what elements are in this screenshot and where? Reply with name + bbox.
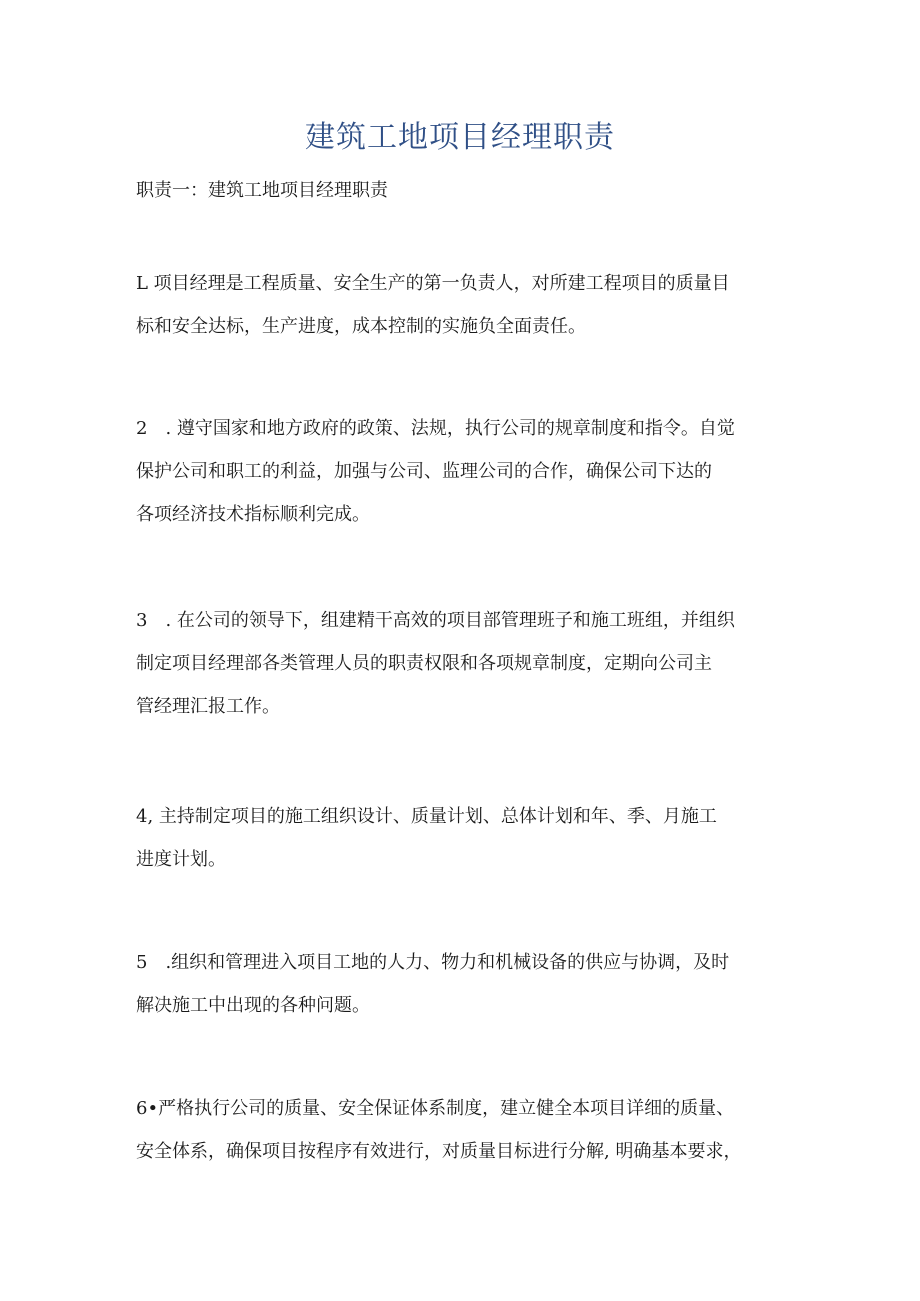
paragraph-4 [136, 795, 816, 881]
paragraph-3 [136, 599, 816, 728]
paragraph-line: 标和安全达标，生产进度，成本控制的实施负全面责任。 [136, 316, 586, 337]
paragraph-line: 进度计划。 [136, 849, 226, 870]
paragraph-line: 保护公司和职工的利益，加强与公司、监理公司的合作，确保公司下达的 [136, 461, 712, 482]
paragraph-6 [136, 1087, 816, 1173]
paragraph-2 [136, 407, 816, 536]
paragraph-line: 3 . 在公司的领导下，组建精干高效的项目部管理班子和施工班组，并组织 [136, 610, 735, 631]
paragraph-line: 6•严格执行公司的质量、安全保证体系制度，建立健全本项目详细的质量、 [136, 1098, 735, 1119]
paragraph-line: 制定项目经理部各类管理人员的职责权限和各项规章制度，定期向公司主 [136, 653, 712, 674]
paragraph-line: 5 .组织和管理进入项目工地的人力、物力和机械设备的供应与协调，及时 [136, 952, 730, 973]
paragraph-line: 安全体系，确保项目按程序有效进行，对质量目标进行分解, 明确基本要求， [136, 1141, 742, 1162]
paragraph-1 [136, 262, 816, 348]
document-title: 建筑工地项目经理职责 [305, 120, 615, 155]
paragraph-5 [136, 941, 816, 1027]
paragraph-line: 管经理汇报工作。 [136, 696, 280, 717]
section-heading: 职责一：建筑工地项目经理职责 [136, 180, 388, 201]
paragraph-line: 2 . 遵守国家和地方政府的政策、法规，执行公司的规章制度和指令。自觉 [136, 418, 735, 439]
paragraph-line: 各项经济技术指标顺利完成。 [136, 504, 370, 525]
paragraph-line: 解决施工中出现的各种问题。 [136, 995, 370, 1016]
paragraph-line: 4, 主持制定项目的施工组织设计、质量计划、总体计划和年、季、月施工 [136, 806, 717, 827]
paragraph-line: L 项目经理是工程质量、安全生产的第一负责人，对所建工程项目的质量目 [136, 273, 730, 294]
